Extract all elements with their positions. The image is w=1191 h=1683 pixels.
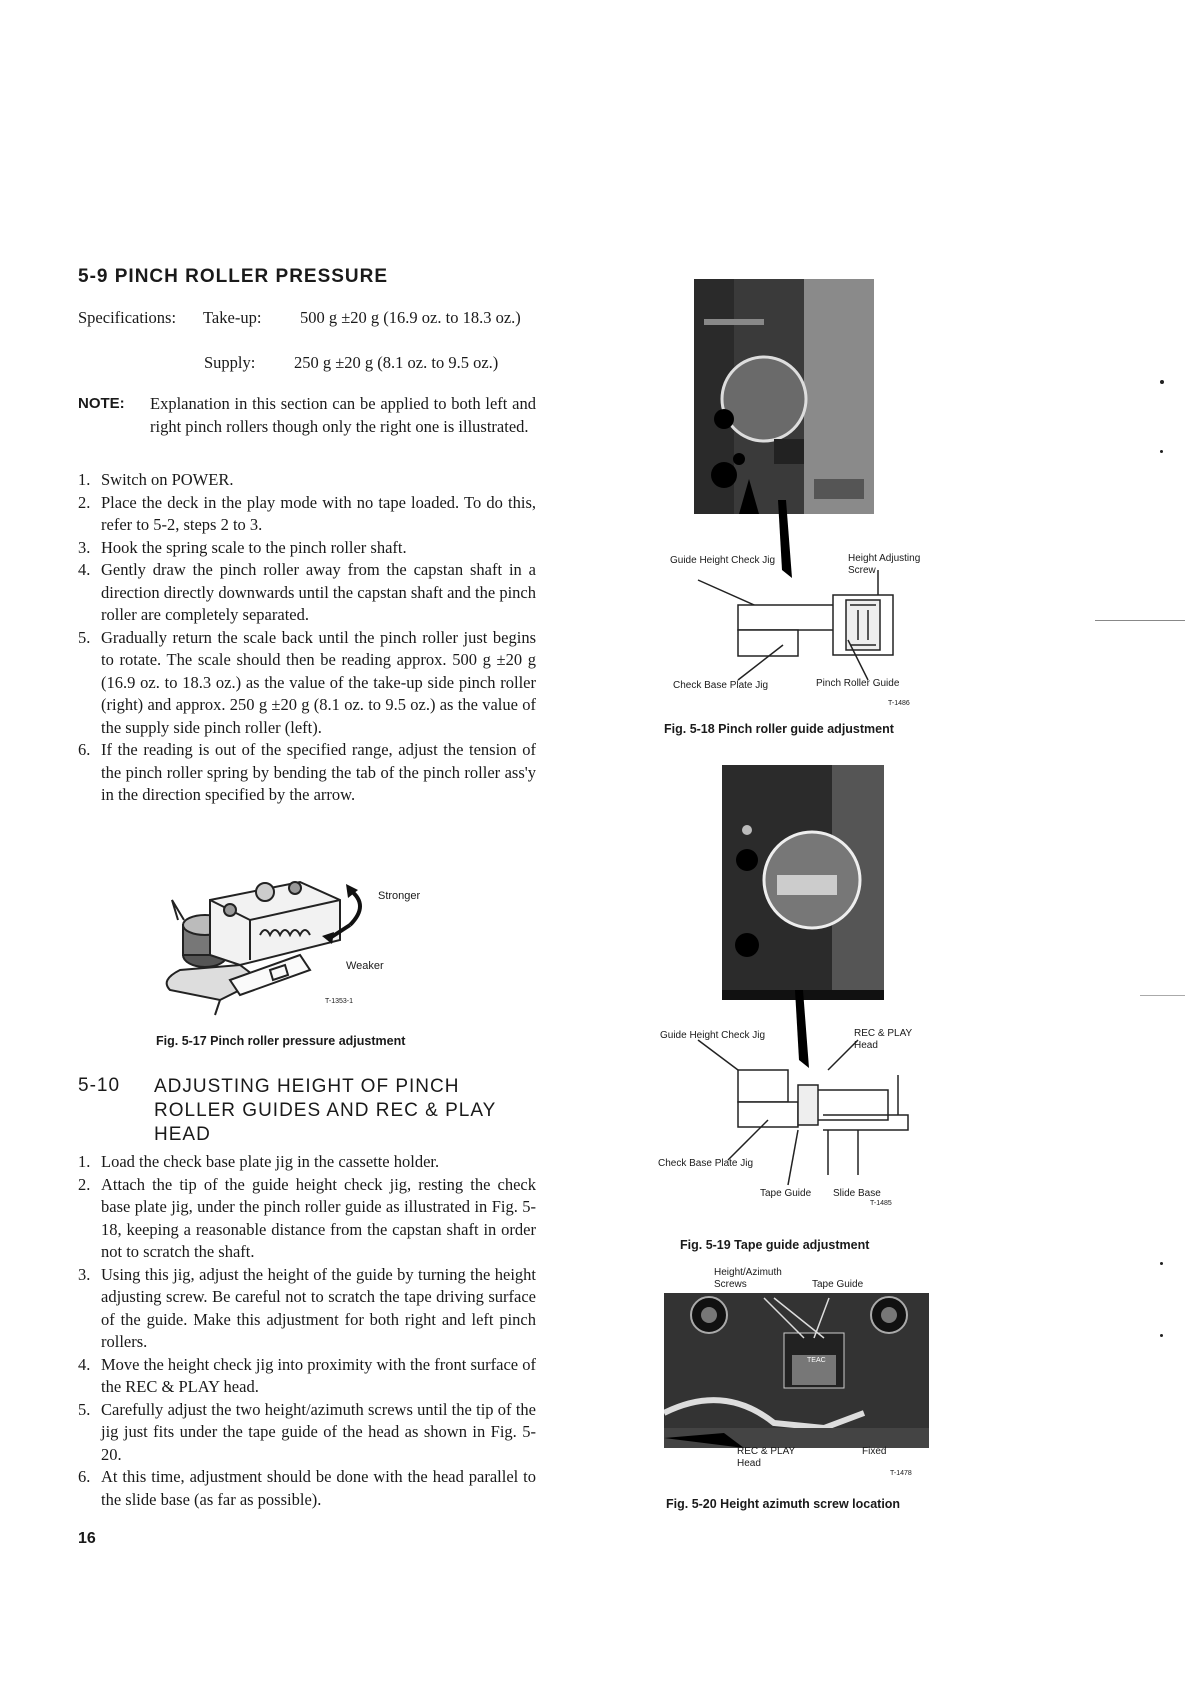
fig-5-19-photo (722, 765, 884, 1000)
fig-5-18-diagram (668, 550, 948, 700)
slide-base-label: Slide Base (833, 1188, 881, 1199)
section-number-5-10: 5-10 (78, 1075, 121, 1096)
tape-guide-label: Tape Guide (812, 1279, 864, 1290)
rec-play-head-label: REC & PLAY Head (737, 1446, 795, 1469)
guide-height-check-jig-label: Guide Height Check Jig (670, 555, 776, 566)
check-base-plate-jig-label: Check Base Plate Jig (673, 680, 769, 691)
step-item: 2. Place the deck in the play mode with no tape loaded. To do this, refer to 5-2, steps 2 to 3. (78, 492, 536, 534)
fig-5-19-caption: Fig. 5-19 Tape guide adjustment (680, 1238, 870, 1252)
step-item: 6. If the reading is out of the specified range, adjust the tension of the pinch roller spring by bending the tab of the pinch roller ass'y in the direction specified by the arrow. (78, 740, 536, 804)
fig-5-17-caption: Fig. 5-17 Pinch roller pressure adjustment (156, 1034, 406, 1048)
step-item: 5. Carefully adjust the two height/azimuth screws until the tip of the jig just fits under the tape guide of the head as shown in Fig. 5-20. (78, 1399, 536, 1464)
fig-5-17-drawing (150, 870, 480, 1020)
step-item: 3. Using this jig, adjust the height of the guide by turning the height adjusting screw. Be careful not to scratch the tape driving surface of the guide. Make this adjustment for both right and left pinch rollers. (78, 1264, 536, 1351)
stronger-label: Stronger (378, 890, 421, 902)
fixed-label: Fixed (862, 1446, 887, 1457)
pinch-roller-illustration (150, 870, 480, 1020)
figure-code: T-1353-1 (325, 998, 354, 1005)
step-item: 2. Attach the tip of the guide height check jig, resting the check base plate jig, under the pinch roller guide as illustrated in Fig. 5-18, keeping a reasonable distance from the capstan shaft in order not to scratch the shaft. (78, 1174, 536, 1261)
note-label: NOTE: (78, 395, 125, 412)
supply-value: 250 g ±20 g (8.1 oz. to 9.5 oz.) (294, 353, 499, 372)
note-text: Explanation in this section can be applied to both left and right pinch rollers though only the right one is illustrated. (150, 394, 536, 436)
step-item: 1. Switch on POWER. (78, 470, 234, 489)
section-title-5-10: ADJUSTING HEIGHT OF PINCH ROLLER GUIDES AND REC & PLAY HEAD (154, 1076, 496, 1145)
margin-mark (1160, 450, 1163, 453)
page-number: 16 (78, 1530, 96, 1547)
figure-code: T-1485 (870, 1200, 892, 1207)
step-item: 1. Load the check base plate jig in the cassette holder. (78, 1152, 440, 1171)
fig-5-18-caption: Fig. 5-18 Pinch roller guide adjustment (664, 722, 894, 736)
fig-5-18-photo (694, 279, 874, 514)
head-brand-mark: TEAC (807, 1357, 826, 1364)
guide-height-check-jig-label: Guide Height Check Jig (660, 1030, 766, 1041)
step-item: 3. Hook the spring scale to the pinch roller shaft. (78, 537, 407, 557)
tape-guide-label: Tape Guide (760, 1188, 812, 1199)
takeup-label: Take-up: (203, 308, 262, 327)
step-item: 4. Move the height check jig into proximity with the front surface of the REC & PLAY head. (78, 1354, 536, 1396)
margin-mark (1160, 380, 1164, 384)
margin-mark (1160, 1262, 1163, 1265)
height-adjusting-screw-label: Height Adjusting Screw (848, 553, 921, 576)
figure-code: T-1486 (888, 700, 910, 707)
rec-play-head-label: REC & PLAY Head (854, 1028, 912, 1051)
figure-code: T-1478 (890, 1470, 912, 1477)
margin-mark (1140, 995, 1185, 996)
pinch-roller-guide-label: Pinch Roller Guide (816, 678, 900, 689)
step-item: 6. At this time, adjustment should be done with the head parallel to the slide base (as far as possible). (78, 1467, 536, 1509)
spec-label: Specifications: (78, 308, 177, 327)
section-title-5-9: 5-9 PINCH ROLLER PRESSURE (78, 266, 389, 287)
fig-5-20-caption: Fig. 5-20 Height azimuth screw location (666, 1497, 901, 1511)
supply-label: Supply: (204, 353, 256, 372)
step-item: 4. Gently draw the pinch roller away from the capstan shaft in a direction directly downwards until the capstan shaft and the pinch roller are completely separated. (78, 560, 536, 624)
steps-5-10 (78, 1151, 536, 1511)
fig-5-20-photo (664, 1293, 929, 1448)
margin-mark (1095, 620, 1185, 621)
margin-mark (1160, 1334, 1163, 1337)
fig-5-19-diagram (658, 1030, 958, 1210)
takeup-value: 500 g ±20 g (16.9 oz. to 18.3 oz.) (300, 308, 521, 327)
height-azimuth-screws-label: Height/Azimuth Screws (714, 1267, 782, 1290)
check-base-plate-jig-label: Check Base Plate Jig (658, 1158, 754, 1169)
steps-5-9 (78, 469, 536, 807)
weaker-label: Weaker (346, 960, 384, 972)
step-item: 5. Gradually return the scale back until the pinch roller just begins to rotate. The scale should then be reading approx. 500 g ±20 g (16.9 oz. to 18.3 oz.) as the value of the take-up side pinch roller (right) and approx. 250 g ±20 g (8.1 oz. to 9.5 oz.) as the value of the supply side pinch roller (left). (78, 627, 536, 737)
